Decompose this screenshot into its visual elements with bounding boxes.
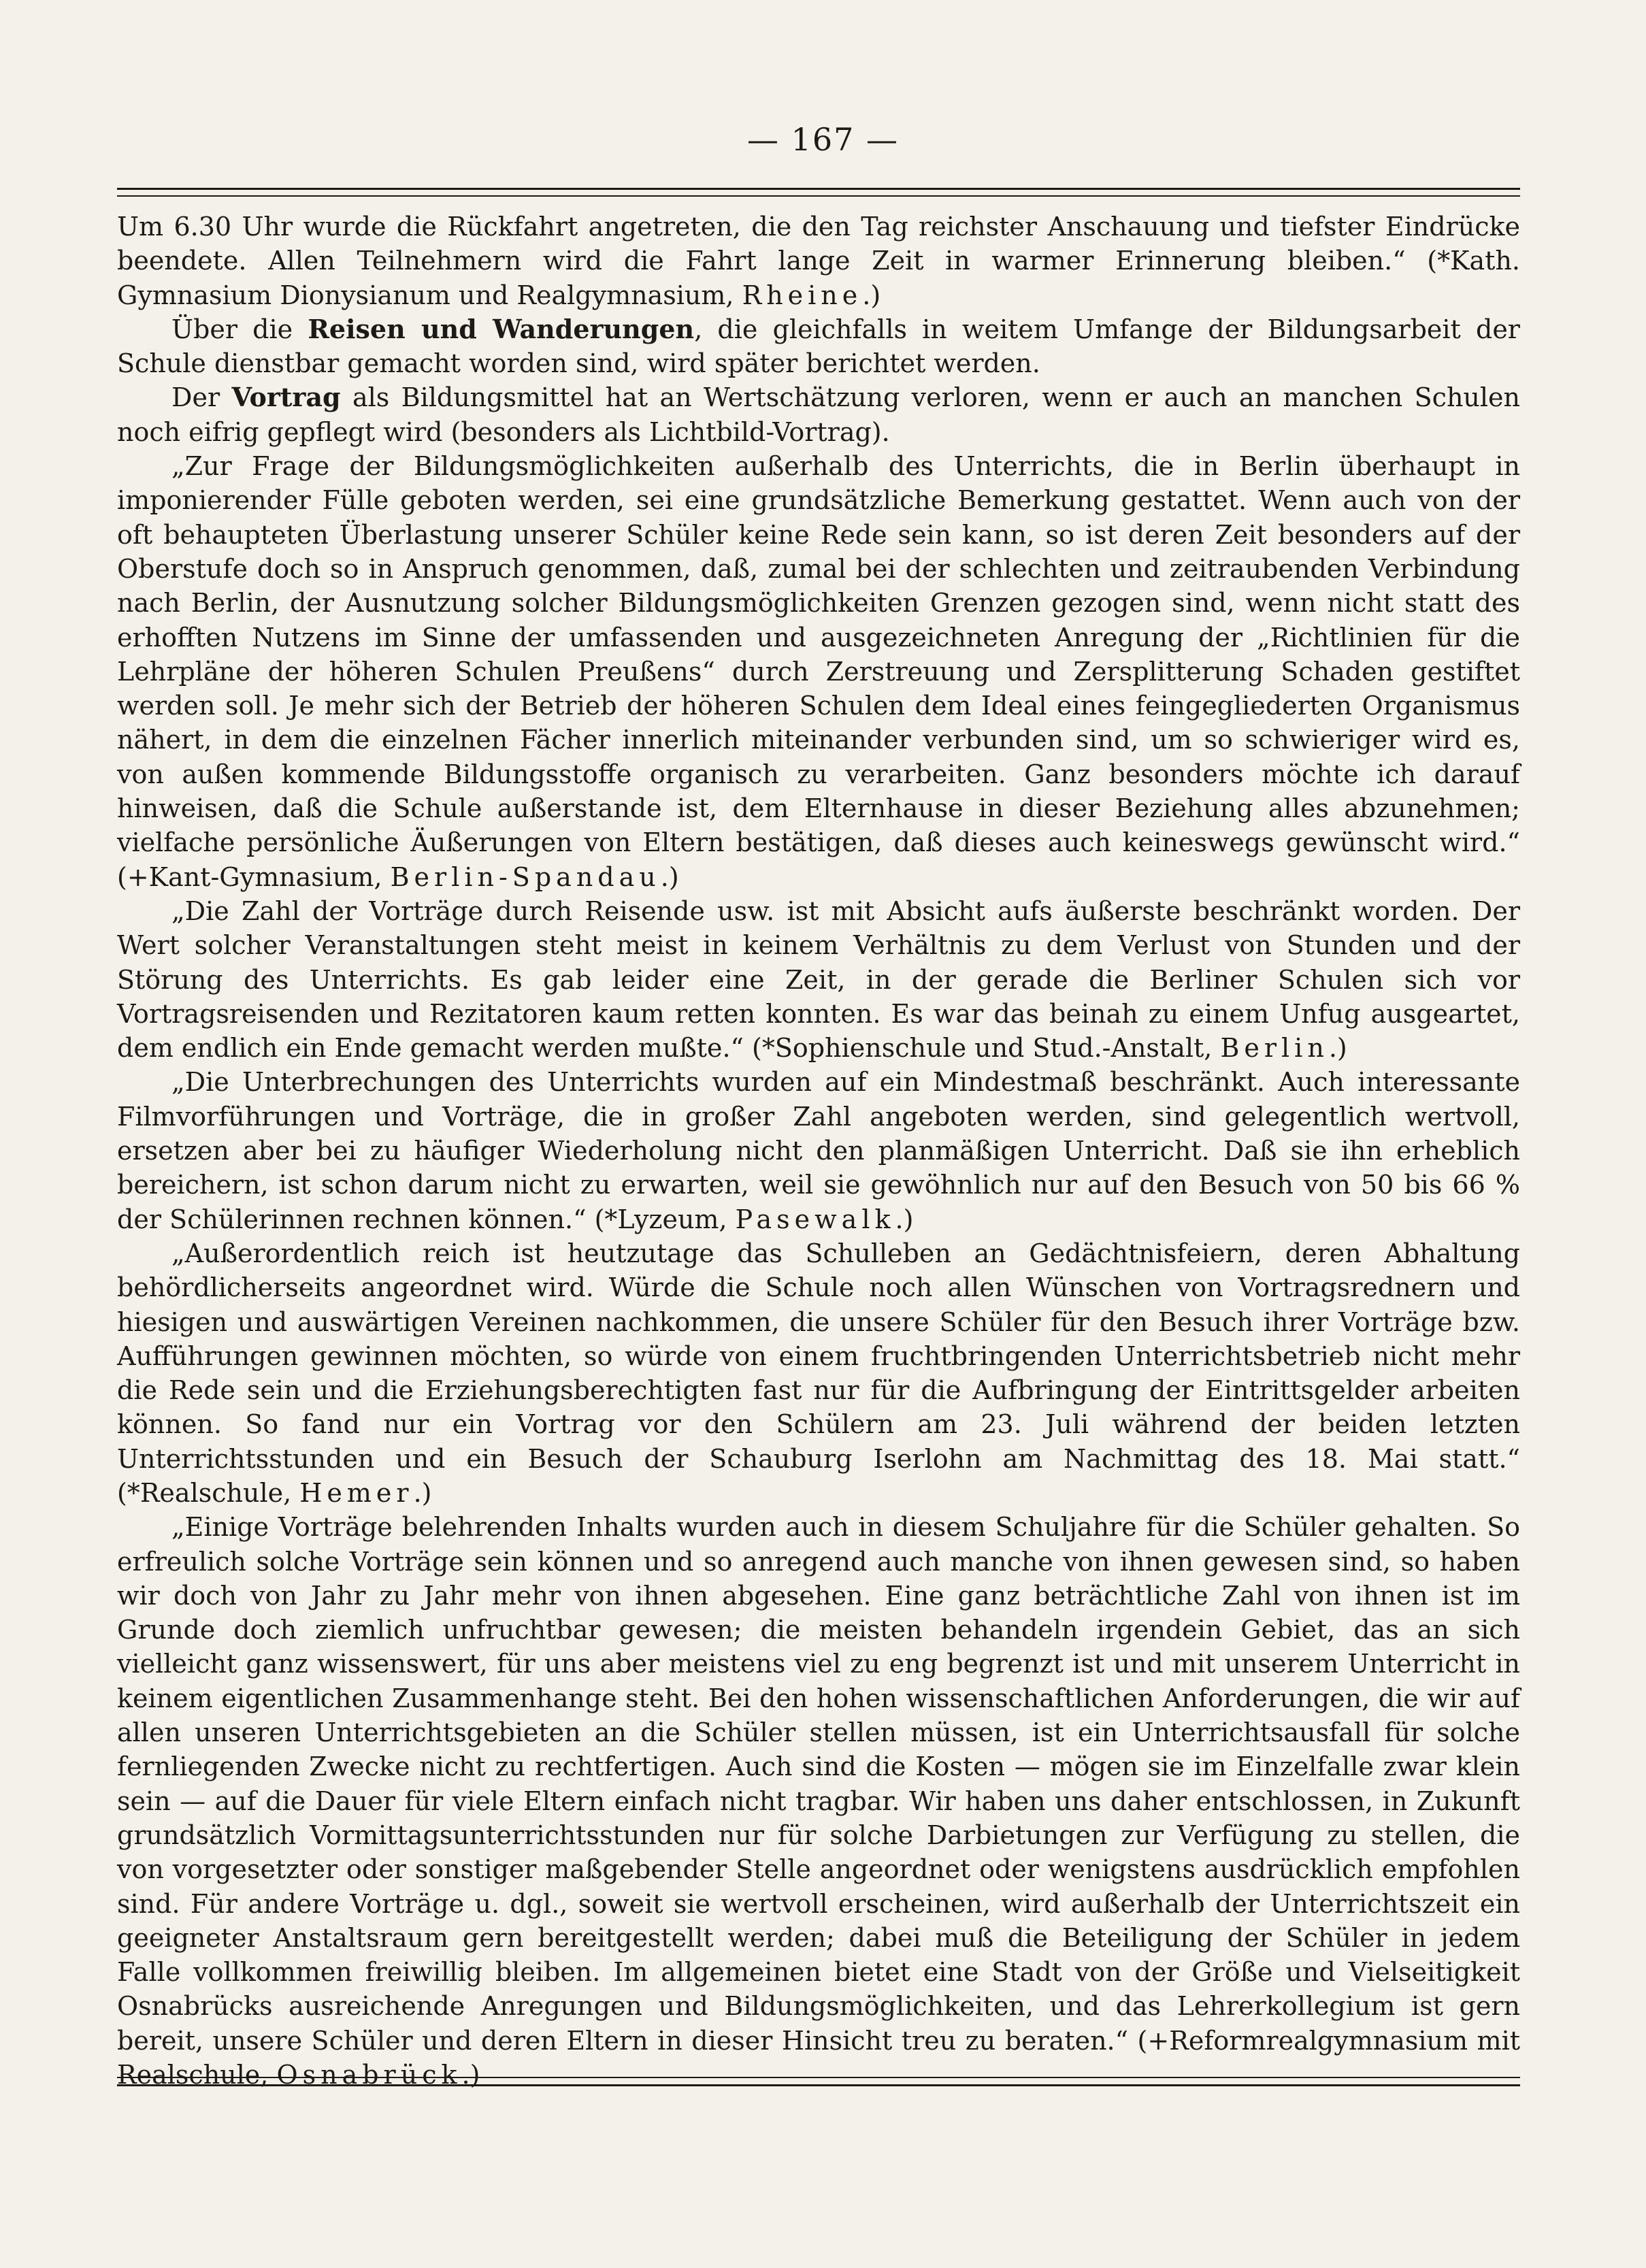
paragraph: [117, 1510, 1520, 2092]
paragraph: [117, 449, 1520, 894]
header-rule-top: [117, 188, 1520, 190]
text-segment: Über die: [171, 314, 308, 344]
text-segment: als Bildungsmittel hat an Wertschätzung verloren, wenn er auch an manchen Schulen noch eifrig gepflegt wird (besonders als Lichtbild-Vortrag).: [117, 382, 1521, 447]
text-segment: „Die Unterbrechungen des Unterrichts wurden auf ein Mindestmaß beschränkt. Auch interessante Filmvorführungen und Vorträge, die in großer Zahl angeboten werden, sind gelegentlich wertvoll, ersetzen aber bei zu häufiger Wiederholung nicht den planmäßigen Unterricht. Daß sie ihn erheblich bereichern, ist schon darum nicht zu erwarten, weil sie gewöhnlich nur auf den Besuch von 50 bis 66 % der Schülerinnen rechnen können.“ (*Lyzeum,: [117, 1067, 1520, 1234]
text-segment: .): [461, 2060, 480, 2090]
text-segment: .): [660, 861, 679, 892]
text-segment: .): [413, 1477, 432, 1508]
spaced-place-name: Berlin: [1220, 1033, 1329, 1064]
footer-rule-bottom: [117, 2084, 1520, 2086]
paragraph: [117, 1236, 1520, 1510]
text-segment: „Einige Vorträge belehrenden Inhalts wurden auch in diesem Schuljahre für die Schüler gehalten. So erfreulich solche Vorträge sein können und so anregend auch manche von ihnen gewesen sind, so haben wir doch von Jahr zu Jahr mehr von ihnen abgesehen. Eine ganz beträchtliche Zahl von ihnen ist im Grunde doch ziemlich unfruchtbar gewesen; die meisten behandeln irgendein Gebiet, das an sich vielleicht ganz wissenswert, für uns aber meistens viel zu eng begrenzt ist und mit unserem Unterricht in keinem eigentlichen Zusammenhange steht. Bei den hohen wissenschaftlichen Anforderungen, die wir auf allen unseren Unterrichtsgebieten an die Schüler stellen müssen, ist ein Unterrichtsausfall für solche fernliegenden Zwecke nicht zu rechtfertigen. Auch sind die Kosten — mögen sie im Einzelfalle zwar klein sein — auf die Dauer für viele Eltern einfach nicht tragbar. Wir haben uns daher entschlossen, in Zukunft grundsätzlich Vormittagsunterrichtsstunden nur für solche Darbietungen zur Verfügung zu stellen, die von vorgesetzter oder sonstiger maßgebender Stelle angeordnet oder wenigstens ausdrücklich empfohlen sind. Für andere Vorträge u. dgl., soweit sie wertvoll erscheinen, wird außerhalb der Unterrichtszeit ein geeigneter Anstaltsraum gern bereitgestellt werden; dabei muß die Beteiligung der Schüler in jedem Falle vollkommen freiwillig bleiben. Im allgemeinen bietet eine Stadt von der Größe und Vielseitigkeit Osnabrücks ausreichende Anregungen und Bildungsmöglichkeiten, und das Lehrerkollegium ist gern bereit, unsere Schüler und deren Eltern in dieser Hinsicht treu zu beraten.“ (+Reformrealgymnasium mit Realschule,: [117, 1512, 1520, 2090]
spaced-place-name: Osnabrück: [276, 2060, 462, 2090]
paragraph: [117, 1065, 1520, 1236]
paragraph: [117, 380, 1520, 449]
emphasized-term: Reisen und Wanderungen: [308, 313, 695, 344]
text-segment: „Die Zahl der Vorträge durch Reisende usw. ist mit Absicht aufs äußerste beschränkt worden. Der Wert solcher Veranstaltungen steht meist in keinem Verhältnis zu dem Verlust von Stunden und der Störung des Unterrichts. Es gab leider eine Zeit, in der gerade die Berliner Schulen sich vor Vortragsreisenden und Rezitatoren kaum retten konnten. Es war das beinah zu einem Unfug ausgeartet, dem endlich ein Ende gemacht werden mußte.“ (*Sophienschule und Stud.-Anstalt,: [117, 895, 1520, 1064]
text-segment: .): [1328, 1033, 1347, 1064]
text-segment: Um 6.30 Uhr wurde die Rückfahrt angetreten, die den Tag reichster Anschauung und tiefster Eindrücke beendete. Allen Teilnehmern wird die Fahrt lange Zeit in warmer Erinnerung bleiben.“ (*Kath. Gymnasium Dionysianum und Realgymnasium,: [117, 212, 1520, 310]
text-segment: .): [895, 1204, 914, 1234]
text-segment: Der: [171, 382, 232, 413]
paragraph: [117, 894, 1520, 1065]
body-text: [117, 210, 1520, 2092]
text-segment: „Zur Frage der Bildungsmöglichkeiten außerhalb des Unterrichts, die in Berlin überhaupt in imponierender Fülle geboten werden, sei eine grundsätzliche Bemerkung gestattet. Wenn auch von der oft behaupteten Überlastung unserer Schüler keine Rede sein kann, so ist deren Zeit besonders auf der Oberstufe doch so in Anspruch genommen, daß, zumal bei der schlechten und zeitraubenden Verbindung nach Berlin, der Ausnutzung solcher Bildungsmöglichkeiten Grenzen gezogen sind, wenn nicht statt des erhofften Nutzens im Sinne der umfassenden und ausgezeichneten Anregung der „Richtlinien für die Lehrpläne der höheren Schulen Preußens“ durch Zerstreuung und Zersplitterung Schaden gestiftet werden soll. Je mehr sich der Betrieb der höheren Schulen dem Ideal eines feingegliederten Organismus nähert, in dem die einzelnen Fächer innerlich miteinander verbunden sind, um so schwieriger wird es, von außen kommende Bildungsstoffe organisch zu verarbeiten. Ganz besonders möchte ich darauf hinweisen, daß die Schule außerstande ist, dem Elternhause in dieser Beziehung alles abzunehmen; vielfache persönliche Äußerungen von Eltern bestätigen, daß dieses auch keineswegs gewünscht wird.“ (+Kant-Gymnasium,: [117, 451, 1520, 892]
text-segment: , die gleichfalls in weitem Umfange der Bildungsarbeit der Schule dienstbar gemacht worden sind, wird später berichtet werden.: [117, 314, 1520, 379]
text-segment: .): [862, 280, 881, 310]
paragraph: [117, 312, 1520, 381]
text-segment: „Außerordentlich reich ist heutzutage das Schulleben an Gedächtnisfeiern, deren Abhaltung behördlicherseits angeordnet wird. Würde die Schule noch allen Wünschen von Vortragsrednern und hiesigen und auswärtigen Vereinen nachkommen, die unsere Schüler für den Besuch ihrer Vorträge bzw. Aufführungen gewinnen möchten, so würde von einem fruchtbringenden Unterrichtsbetrieb nicht mehr die Rede sein und die Erziehungsberechtigten fast nur für die Aufbringung der Eintrittsgelder arbeiten können. So fand nur ein Vortrag vor den Schülern am 23. Juli während der beiden letzten Unterrichtsstunden und ein Besuch der Schauburg Iserlohn am Nachmittag des 18. Mai statt.“ (*Realschule,: [117, 1238, 1520, 1508]
paragraph: [117, 210, 1520, 312]
emphasized-term: Vortrag: [231, 382, 341, 413]
spaced-place-name: Rheine: [742, 280, 863, 310]
page-number: — 167 —: [746, 121, 900, 158]
header-rule-bottom: [117, 195, 1520, 197]
spaced-place-name: Hemer: [299, 1477, 414, 1508]
spaced-place-name: Berlin-Spandau: [390, 861, 661, 892]
spaced-place-name: Pasewalk: [735, 1204, 895, 1234]
footer-rule-top: [117, 2077, 1520, 2078]
